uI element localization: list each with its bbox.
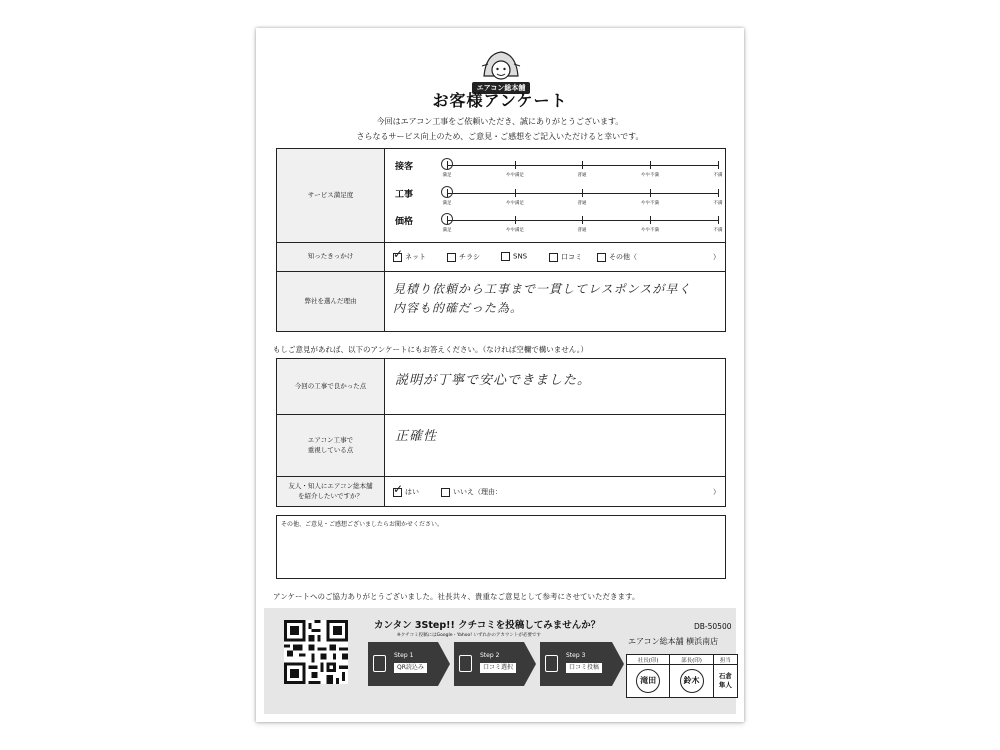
option-yes[interactable] bbox=[393, 481, 419, 497]
checkbox[interactable] bbox=[501, 252, 510, 261]
selected-mark-circle bbox=[441, 158, 453, 170]
checkmark-icon: ✓ bbox=[393, 246, 404, 261]
step-label: 口コミ投稿 bbox=[566, 663, 602, 673]
scale-label: 満足 bbox=[442, 173, 452, 178]
valued-point-label bbox=[277, 415, 385, 477]
option-no[interactable] bbox=[441, 487, 502, 497]
store-name: エアコン総本舗 横浜南店 bbox=[628, 637, 719, 646]
review-promo-panel bbox=[264, 608, 736, 714]
option-label: 口コミ bbox=[561, 253, 582, 261]
thanks-message: アンケートへのご協力ありがとうございました。社長共々、貴重なご意見として参考にさせていただきます。 bbox=[273, 592, 640, 601]
manager-stamp-cell bbox=[670, 665, 713, 698]
brand-logo-text: エアコン総本舗 bbox=[472, 82, 530, 94]
scale-label: 普通 bbox=[577, 201, 587, 206]
scale-label: 普通 bbox=[577, 173, 587, 178]
scale-label: やや満足 bbox=[506, 228, 524, 233]
close-paren: ） bbox=[713, 253, 720, 261]
survey-table-upper bbox=[276, 148, 726, 332]
label-line: 友人・知人にエアコン総本舗 bbox=[288, 481, 373, 490]
assignee-name: 隼人 bbox=[718, 681, 732, 689]
good-point-answer[interactable] bbox=[385, 359, 726, 415]
review-heading: カンタン 3Step!! クチコミを投稿してみませんか？ bbox=[374, 620, 601, 631]
option-label: いいえ（理由： bbox=[453, 488, 502, 496]
option-sns[interactable] bbox=[501, 252, 527, 261]
label-line: を紹介したいですか？ bbox=[298, 491, 363, 500]
trigger-options bbox=[385, 243, 726, 272]
reason-handwriting-line-2: 内容も的確だった為。 bbox=[393, 301, 524, 315]
document-code: DB-50500 bbox=[694, 622, 732, 631]
option-label: その他（ bbox=[609, 253, 637, 261]
scale-label: 不満 bbox=[713, 201, 723, 206]
label-line: 重視している点 bbox=[307, 445, 354, 454]
rating-row[interactable] bbox=[395, 185, 727, 209]
valued-point-handwriting: 正確性 bbox=[395, 429, 438, 444]
review-subnote: ※クチコミ投稿にはGoogle・Yahoo! いずれかのアカウントが必要です bbox=[397, 633, 541, 638]
scale-label: 満足 bbox=[442, 201, 452, 206]
chat-bubble-icon bbox=[545, 655, 558, 672]
rating-name: 接客 bbox=[395, 162, 414, 172]
survey-sheet bbox=[256, 28, 744, 722]
checkbox[interactable] bbox=[447, 253, 456, 262]
rating-name: 工事 bbox=[395, 190, 414, 200]
option-net[interactable] bbox=[393, 246, 426, 262]
search-page-icon bbox=[459, 655, 472, 672]
referral-label bbox=[277, 477, 385, 507]
step-2 bbox=[454, 642, 536, 686]
option-label: ネット bbox=[405, 253, 426, 261]
phone-icon bbox=[373, 655, 386, 672]
selected-mark-circle bbox=[441, 213, 453, 225]
checkmark-icon: ✓ bbox=[393, 481, 404, 496]
qr-code-icon[interactable] bbox=[284, 620, 348, 684]
referral-options bbox=[385, 477, 726, 507]
rating-row[interactable] bbox=[395, 157, 727, 181]
checkbox[interactable] bbox=[441, 488, 450, 497]
scale-label: やや不満 bbox=[641, 228, 659, 233]
satisfaction-label: サービス満足度 bbox=[277, 149, 385, 243]
stamp-header: 社長(印) bbox=[627, 655, 670, 665]
intro-line-1: 今回はエアコン工事をご依頼いただき、誠にありがとうございます。 bbox=[376, 117, 624, 126]
stamp-header: 部長(印) bbox=[670, 655, 713, 665]
good-point-handwriting: 説明が丁寧で安心できました。 bbox=[395, 373, 592, 388]
other-comments-box[interactable] bbox=[276, 515, 726, 579]
scale-label: やや不満 bbox=[641, 173, 659, 178]
step-3 bbox=[540, 642, 624, 686]
scale-label: 普通 bbox=[577, 228, 587, 233]
good-point-label: 今回の工事で良かった点 bbox=[277, 359, 385, 415]
reason-label: 弊社を選んだ理由 bbox=[277, 272, 385, 332]
scale-label: やや不満 bbox=[641, 201, 659, 206]
survey-table-lower bbox=[276, 358, 726, 507]
close-paren: ） bbox=[713, 488, 720, 496]
option-flyer[interactable] bbox=[447, 252, 480, 262]
page-title: お客様アンケート bbox=[432, 91, 568, 110]
step-label: 口コミ選択 bbox=[480, 663, 516, 673]
president-seal: 滝田 bbox=[636, 669, 660, 693]
trigger-label: 知ったきっかけ bbox=[277, 243, 385, 272]
reason-answer[interactable] bbox=[385, 272, 726, 332]
approval-stamp-table bbox=[626, 654, 738, 698]
option-review[interactable] bbox=[549, 252, 582, 262]
scale-label: 不満 bbox=[713, 228, 723, 233]
checkbox[interactable] bbox=[597, 253, 606, 262]
label-line: エアコン工事で bbox=[307, 435, 354, 444]
option-label: SNS bbox=[513, 252, 528, 261]
president-stamp-cell bbox=[627, 665, 670, 698]
step-number: Step 3 bbox=[566, 652, 586, 659]
step-number: Step 1 bbox=[394, 652, 414, 659]
reason-handwriting-line-1: 見積り依頼から工事まで一貫してレスポンスが早く bbox=[393, 282, 692, 296]
optional-section-note: もしご意見があれば、以下のアンケートにもお答えください。（なければ空欄で構いません。） bbox=[273, 345, 588, 354]
assignee-name: 石倉 bbox=[718, 672, 732, 680]
option-label: チラシ bbox=[459, 253, 480, 261]
checkbox-checked[interactable] bbox=[393, 246, 404, 262]
scale-label: 満足 bbox=[442, 228, 452, 233]
stamp-header: 担当 bbox=[713, 655, 737, 665]
valued-point-answer[interactable] bbox=[385, 415, 726, 477]
step-label: QR読込み bbox=[394, 663, 427, 673]
rating-row[interactable] bbox=[395, 212, 727, 236]
other-comments-label: その他、ご意見・ご感想ございましたらお聞かせください。 bbox=[281, 521, 444, 528]
intro-line-2: さらなるサービス向上のため、ご意見・ご感想をご記入いただけると幸いです。 bbox=[356, 132, 644, 141]
satisfaction-scale bbox=[385, 149, 726, 243]
checkbox[interactable] bbox=[549, 253, 558, 262]
rating-name: 価格 bbox=[395, 217, 414, 227]
option-label: はい bbox=[405, 488, 419, 496]
step-number: Step 2 bbox=[480, 652, 500, 659]
review-steps bbox=[368, 642, 626, 686]
manager-seal: 鈴木 bbox=[680, 669, 704, 693]
selected-mark-circle bbox=[441, 186, 453, 198]
scale-label: やや満足 bbox=[506, 201, 524, 206]
step-1 bbox=[368, 642, 450, 686]
checkbox-checked[interactable] bbox=[393, 481, 404, 497]
scale-label: 不満 bbox=[713, 173, 723, 178]
option-other[interactable] bbox=[597, 252, 637, 262]
scale-label: やや満足 bbox=[506, 173, 524, 178]
assignee-cell bbox=[713, 665, 737, 698]
